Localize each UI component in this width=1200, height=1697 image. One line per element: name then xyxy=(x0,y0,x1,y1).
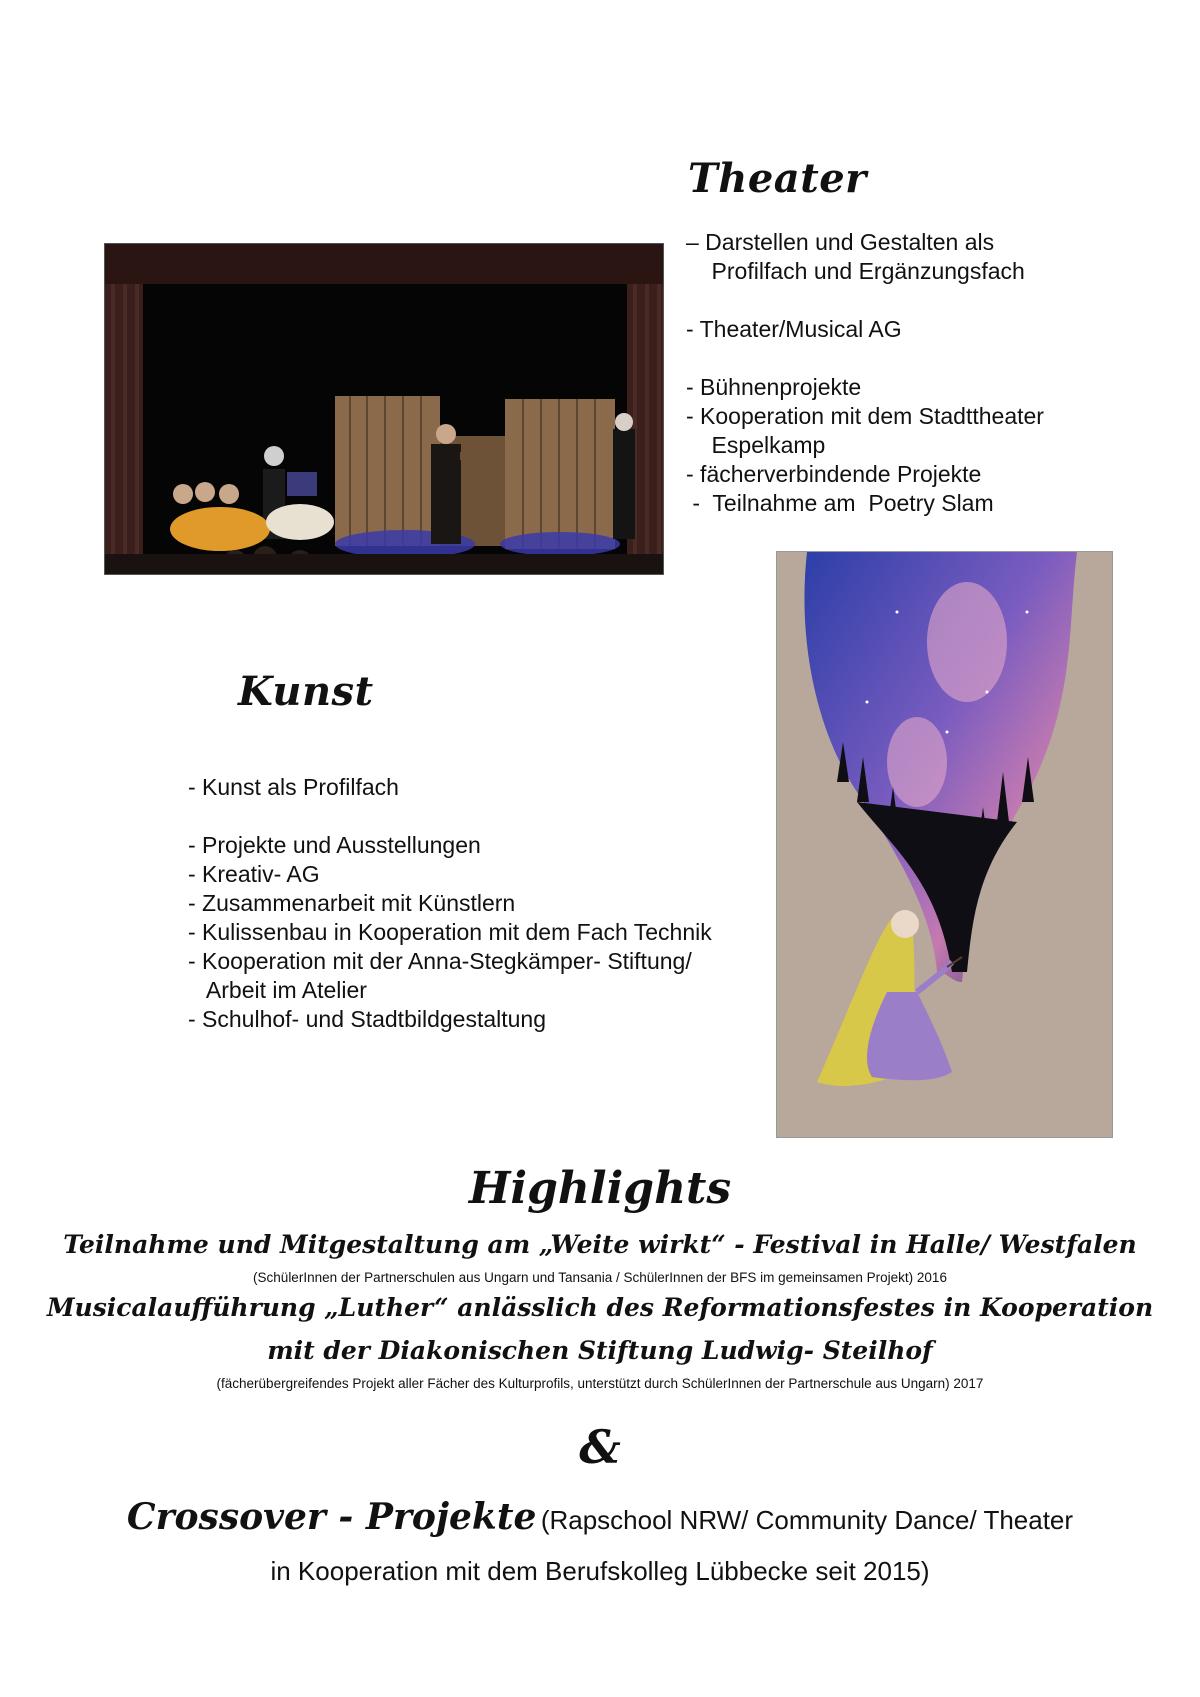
kunst-item: - Schulhof- und Stadtbildgestaltung xyxy=(188,1006,547,1032)
kunst-item: Arbeit im Atelier xyxy=(188,977,367,1003)
highlights-heading: Highlights xyxy=(468,1163,732,1214)
art-painting xyxy=(776,551,1113,1138)
spacer xyxy=(686,344,1044,373)
highlight-note-2: (fächerübergreifendes Projekt aller Fächer des Kulturprofils, unterstützt durch SchülerInnen der Partnerschule aus Ungarn) 2017 xyxy=(216,1376,984,1391)
kunst-item: - Kulissenbau in Kooperation mit dem Fach Technik xyxy=(188,919,712,945)
theater-item: – Darstellen und Gestalten als xyxy=(686,229,995,255)
spacer xyxy=(188,802,712,831)
kunst-list xyxy=(188,773,712,1034)
theater-photo xyxy=(104,243,664,575)
theater-item: - Bühnenprojekte xyxy=(686,374,862,400)
kunst-item: - Projekte und Ausstellungen xyxy=(188,832,481,858)
kunst-item: - Zusammenarbeit mit Künstlern xyxy=(188,890,516,916)
spacer xyxy=(686,286,1044,315)
kunst-item: - Kooperation mit der Anna-Stegkämper- Stiftung/ xyxy=(188,948,692,974)
highlight-note-1: (SchülerInnen der Partnerschulen aus Ungarn und Tansania / SchülerInnen der BFS im gemeinsamen Projekt) 2016 xyxy=(253,1270,947,1285)
theater-item: - Kooperation mit dem Stadttheater xyxy=(686,403,1044,429)
theater-heading: Theater xyxy=(688,155,867,202)
ampersand: & xyxy=(579,1420,621,1474)
theater-item: - Teilnahme am Poetry Slam xyxy=(686,490,994,516)
kunst-item: - Kreativ- AG xyxy=(188,861,320,887)
theater-item: Profilfach und Ergänzungsfach xyxy=(686,258,1025,284)
crossover-text-1: (Rapschool NRW/ Community Dance/ Theater xyxy=(540,1505,1074,1535)
crossover-line xyxy=(0,1496,1200,1538)
theater-item: Espelkamp xyxy=(686,432,826,458)
kunst-heading: Kunst xyxy=(238,668,374,715)
theater-item: - Theater/Musical AG xyxy=(686,316,902,342)
crossover-title: Crossover - Projekte xyxy=(126,1496,537,1538)
theater-item: - fächerverbindende Projekte xyxy=(686,461,982,487)
highlight-line-3: mit der Diakonischen Stiftung Ludwig- Steilhof xyxy=(267,1336,933,1365)
theater-list xyxy=(686,228,1044,518)
crossover-text-2: in Kooperation mit dem Berufskolleg Lübbecke seit 2015) xyxy=(270,1556,930,1586)
kunst-item: - Kunst als Profilfach xyxy=(188,774,399,800)
highlight-line-2: Musicalaufführung „Luther“ anlässlich des Reformationsfestes in Kooperation xyxy=(46,1293,1154,1322)
highlight-line-1: Teilnahme und Mitgestaltung am „Weite wirkt“ - Festival in Halle/ Westfalen xyxy=(63,1230,1137,1259)
